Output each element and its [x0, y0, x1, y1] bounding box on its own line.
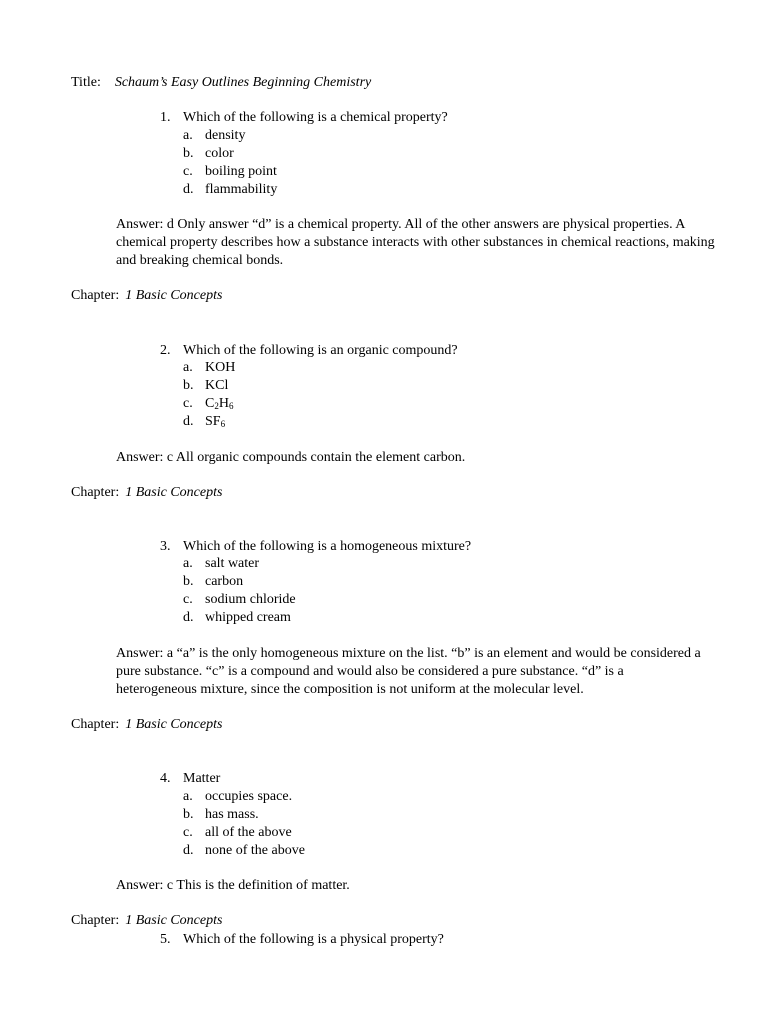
question-text: Which of the following is a homogeneous mixture?: [183, 539, 472, 554]
option-text: sodium chloride: [205, 592, 296, 607]
option-b: [183, 806, 305, 824]
option-text: has mass.: [205, 807, 259, 822]
question-text: Which of the following is a chemical property?: [183, 110, 448, 125]
chapter-1: [71, 287, 222, 305]
formula-element: C: [205, 396, 215, 411]
chapter-label: Chapter:: [71, 288, 120, 303]
question-3: [160, 538, 471, 556]
option-letter: c.: [183, 825, 193, 840]
question-text: Matter: [183, 771, 221, 786]
option-a: [183, 788, 305, 806]
option-letter: a.: [183, 128, 193, 143]
option-text: color: [205, 146, 234, 161]
option-letter: d.: [183, 414, 194, 429]
option-c: [183, 824, 305, 842]
chapter-label: Chapter:: [71, 485, 120, 500]
option-letter: b.: [183, 378, 194, 393]
title-value: Schaum’s Easy Outlines Beginning Chemistry: [114, 75, 372, 90]
options-list-2: [183, 359, 235, 431]
formula-element: SF: [205, 414, 221, 429]
chapter-value: 1 Basic Concepts: [125, 288, 223, 303]
option-d: [183, 413, 235, 431]
option-letter: b.: [183, 574, 194, 589]
option-a: [183, 555, 296, 573]
option-b: [183, 145, 277, 163]
chapter-label: Chapter:: [71, 717, 120, 732]
option-text: density: [205, 128, 246, 143]
question-2: [160, 342, 458, 360]
question-5: [160, 931, 444, 949]
option-c: [183, 591, 296, 609]
option-text: KCl: [205, 378, 229, 393]
option-letter: b.: [183, 146, 194, 161]
option-text: occupies space.: [205, 789, 293, 804]
chapter-4: [71, 912, 222, 930]
option-b: [183, 573, 296, 591]
option-letter: a.: [183, 789, 193, 804]
question-number: 4.: [160, 771, 171, 786]
option-text: carbon: [205, 574, 244, 589]
option-a: [183, 127, 277, 145]
option-text: salt water: [205, 556, 260, 571]
option-text: all of the above: [205, 825, 292, 840]
question-number: 3.: [160, 539, 171, 554]
chapter-2: [71, 484, 222, 502]
answer-explanation-1: Answer: d Only answer “d” is a chemical property. All of the other answers are physical properties. A chemical property describes how a substance interacts with other substances in chemical reactions, making and breaking chemical bonds.: [116, 217, 715, 268]
chapter-value: 1 Basic Concepts: [125, 913, 223, 928]
chapter-label: Chapter:: [71, 913, 120, 928]
option-d: [183, 181, 277, 199]
option-d: [183, 609, 296, 627]
option-letter: a.: [183, 556, 193, 571]
formula-element: H: [218, 396, 229, 411]
option-letter: d.: [183, 610, 194, 625]
option-letter: a.: [183, 360, 193, 375]
document-title: [71, 74, 371, 92]
option-letter: d.: [183, 843, 194, 858]
chapter-3: [71, 716, 222, 734]
option-c: [183, 395, 235, 413]
option-b: [183, 377, 235, 395]
title-label: Title:: [71, 75, 101, 90]
option-text: boiling point: [205, 164, 277, 179]
option-letter: c.: [183, 164, 193, 179]
question-1: [160, 109, 448, 127]
formula-subscript: 6: [220, 419, 226, 429]
question-text: Which of the following is an organic compound?: [183, 343, 458, 358]
question-number: 2.: [160, 343, 171, 358]
option-letter: d.: [183, 182, 194, 197]
option-c: [183, 163, 277, 181]
question-4: [160, 770, 220, 788]
options-list-4: [183, 788, 305, 860]
question-number: 5.: [160, 932, 171, 947]
options-list-3: [183, 555, 296, 627]
option-a: [183, 359, 235, 377]
options-list-1: [183, 127, 277, 199]
formula-subscript: 6: [228, 401, 234, 411]
answer-explanation-4: Answer: c This is the definition of matter.: [116, 878, 350, 893]
question-number: 1.: [160, 110, 171, 125]
option-letter: c.: [183, 592, 193, 607]
question-text: Which of the following is a physical property?: [183, 932, 444, 947]
option-letter: c.: [183, 396, 193, 411]
formula-subscript: 2: [214, 401, 219, 411]
option-d: [183, 842, 305, 860]
option-text: none of the above: [205, 843, 305, 858]
option-text: whipped cream: [205, 610, 291, 625]
answer-explanation-2: Answer: c All organic compounds contain the element carbon.: [116, 450, 466, 465]
chapter-value: 1 Basic Concepts: [125, 717, 223, 732]
answer-explanation-3: Answer: a “a” is the only homogeneous mixture on the list. “b” is an element and would be considered a pure substance. “c” is a compound and would also be considered a pure substance. “d” is a heterogeneous mixture, since the composition is not uniform at the molecular level.: [116, 646, 701, 697]
option-text: flammability: [205, 182, 278, 197]
chapter-value: 1 Basic Concepts: [125, 485, 223, 500]
option-letter: b.: [183, 807, 194, 822]
option-text: KOH: [205, 360, 236, 375]
